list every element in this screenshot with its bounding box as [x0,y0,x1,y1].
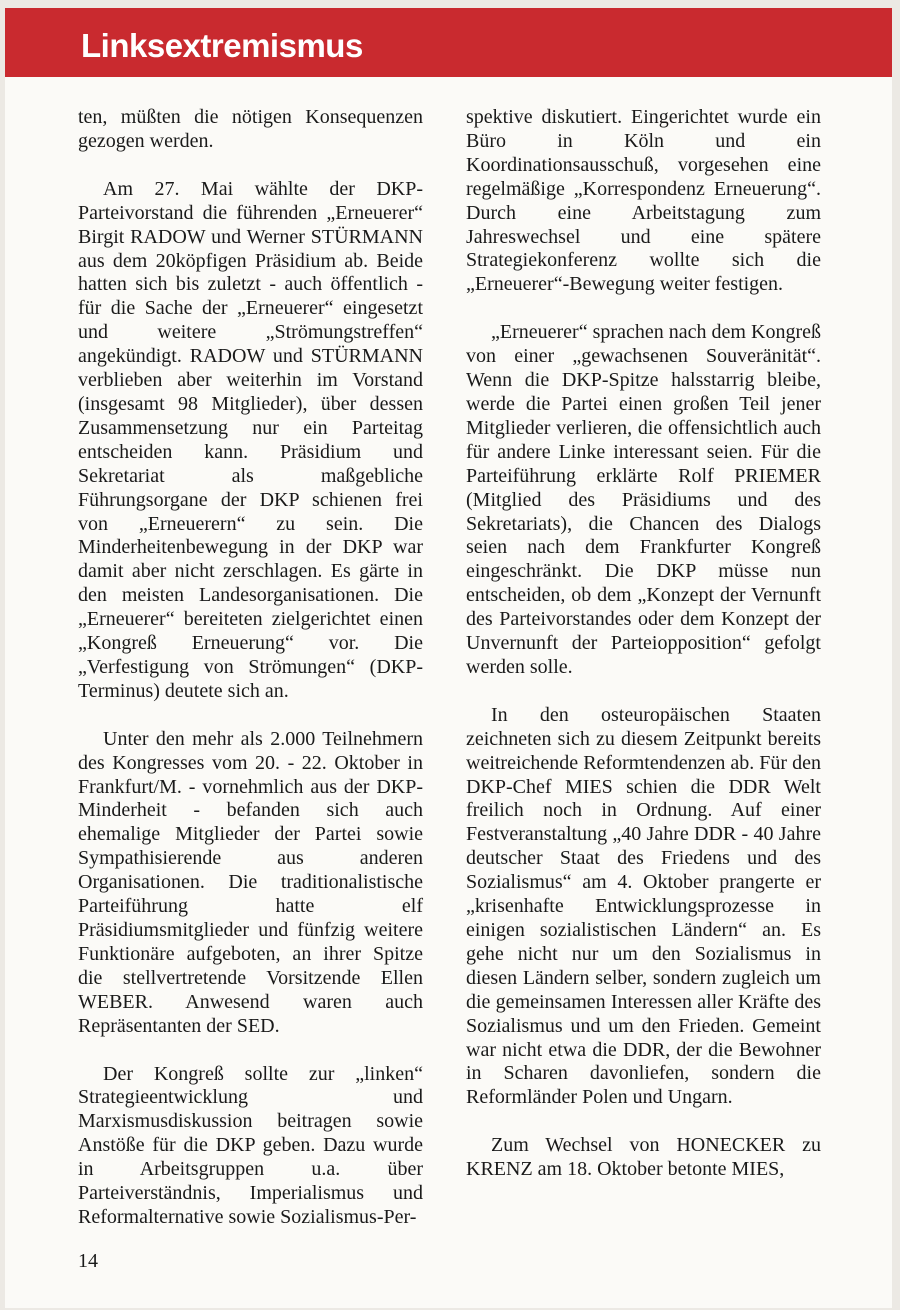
left-paragraph-1: ten, müßten die nötigen Konsequenzen gezogen werden. [78,106,423,152]
right-paragraph-4: Zum Wechsel von HONECKER zu KRENZ am 18. Oktober betonte MIES, [466,1134,821,1181]
left-paragraph-2: Am 27. Mai wählte der DKP-Parteivorstand die führenden „Erneuerer“ Birgit RADOW und Werner STÜRMANN aus dem 20köpfigen Präsidium ab. Beide hatten sich bis zuletzt - auch öffentlich - für die Sache der „Erneuerer“ eingesetzt und weitere „Strömungstreffen“ angekündigt. RADOW und STÜRMANN verblieben aber weiterhin im Vorstand (insgesamt 98 Mitglieder), über dessen Zusammensetzung nur ein Parteitag entscheiden kann. Präsidium und Sekretariat als maßgebliche Führungsorgane der DKP schienen frei von „Erneuerern“ zu sein. Die Minderheitenbewegung in der DKP war damit aber nicht zerschlagen. Es gärte in den meisten Landesorganisationen. Die „Erneuerer“ bereiteten zielgerichtet einen „Kongreß Erneuerung“ vor. Die „Verfestigung von Strömungen“ (DKP-Terminus) deutete sich an. [78,177,423,702]
section-header-bar [5,8,892,77]
right-paragraph-1: spektive diskutiert. Eingerichtet wurde ein Büro in Köln und ein Koordinationsausschuß, vorgesehen eine regelmäßige „Korrespondenz Erneuerung“. Durch eine Arbeitstagung zum Jahreswechsel und eine spätere Strategiekonferenz wollte sich die „Erneuerer“-Bewegung weiter festigen. [466,106,821,296]
left-column [78,106,423,1254]
right-column [466,106,821,1206]
left-paragraph-3: Unter den mehr als 2.000 Teilnehmern des Kongresses vom 20. - 22. Oktober in Frankfurt/M. - vornehmlich aus der DKP-Minderheit - befanden sich auch ehemalige Mitglieder der Partei sowie Sympathisierende aus anderen Organisationen. Die traditionalistische Parteiführung hatte elf Präsidiumsmitglieder und fünfzig weitere Funktionäre aufgeboten, an ihrer Spitze die stellvertretende Vorsitzende Ellen WEBER. Anwesend waren auch Repräsentanten der SED. [78,727,423,1037]
section-title: Linksextremismus [81,27,363,64]
right-paragraph-2: „Erneuerer“ sprachen nach dem Kongreß von einer „gewachsenen Souveränität“. Wenn die DKP-Spitze halsstarrig bleibe, werde die Partei einen großen Teil jener Mitglieder verlieren, die offensichtlich auch für andere Linke interessant seien. Für die Parteiführung erklärte Rolf PRIEMER (Mitglied des Präsidiums und des Sekretariats), die Chancen des Dialogs seien nach dem Frankfurter Kongreß eingeschränkt. Die DKP müsse nun entscheiden, ob dem „Konzept der Vernunft des Parteivorstandes oder dem Konzept der Unvernunft der Parteiopposition“ gefolgt werden solle. [466,321,821,678]
document-page [5,8,892,1308]
page-number: 14 [78,1250,98,1272]
right-paragraph-3: In den osteuropäischen Staaten zeichneten sich zu diesem Zeitpunkt bereits weitreichende Reformtendenzen ab. Für den DKP-Chef MIES schien die DDR Welt freilich noch in Ordnung. Auf einer Festveranstaltung „40 Jahre DDR - 40 Jahre deutscher Staat des Friedens und des Sozialismus“ am 4. Oktober prangerte er „krisenhafte Entwicklungsprozesse in einigen sozialistischen Ländern“ an. Es gehe nicht nur um den Sozialismus in diesen Ländern selber, sondern zugleich um die gemeinsamen Interessen aller Kräfte des Sozialismus und um den Frieden. Gemeint war nicht etwa die DDR, der die Bewohner in Scharen davonliefen, sondern die Reformländer Polen und Ungarn. [466,703,821,1109]
left-paragraph-4: Der Kongreß sollte zur „linken“ Strategieentwicklung und Marxismusdiskussion beitragen sowie Anstöße für die DKP geben. Dazu wurde in Arbeitsgruppen u.a. über Parteiverständnis, Imperialismus und Reformalternative sowie Sozialismus-Per- [78,1062,423,1228]
